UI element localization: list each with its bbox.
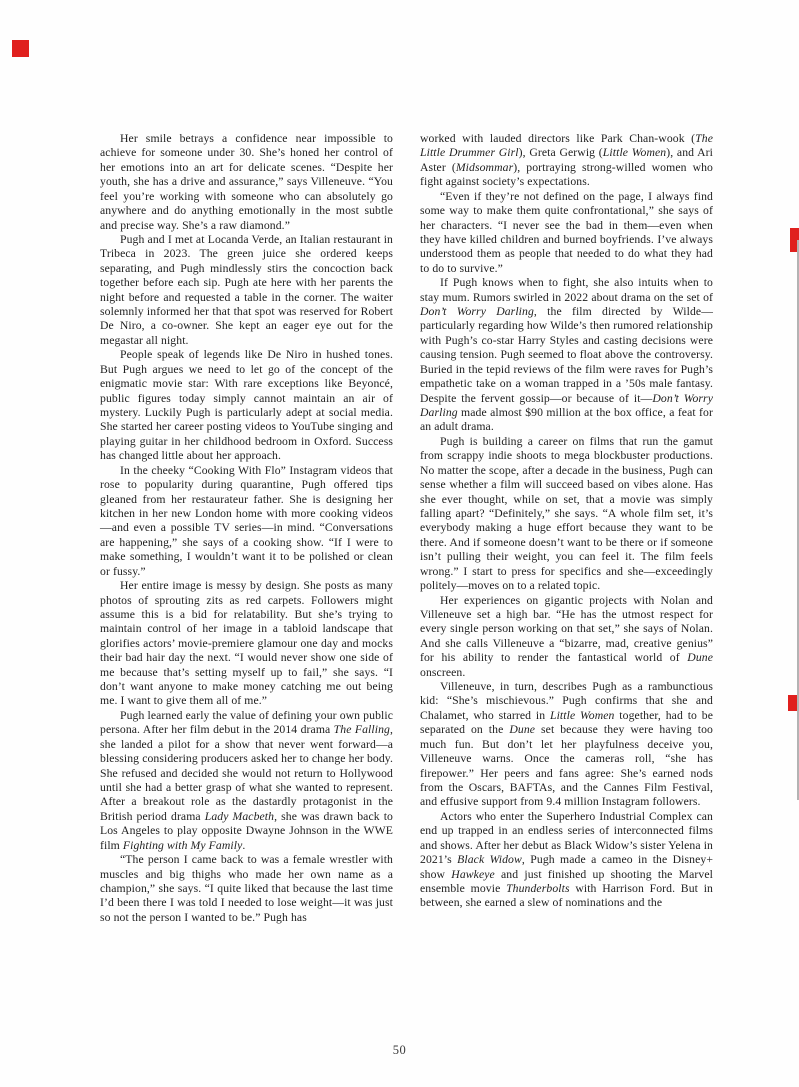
article-paragraph [420,435,713,594]
body-text: . [242,838,246,852]
body-text: ), portraying strong-willed women who fight against society’s expectations. [420,160,713,189]
italic-title-text: Hawkeye [451,867,495,881]
article-paragraph [100,233,393,348]
body-text: People speak of legends like De Niro in hushed tones. But Pugh argues we need to let go of the concept of the enigmatic movie star: With rare exceptions like Beyoncé, public figures today simply cannot maintain an air of mystery. Luckily Pugh is particularly adept at social media. She started her career posting videos to YouTube singing and playing guitar in her childhood bedroom in Oxford. Success has changed little about her approach. [100,348,393,463]
article-paragraph [420,810,713,911]
body-text: set because they were having too much fun. But don’t let her playfulness deceive you, Villeneuve warns. Once the cameras roll, “she has firepower.” Her peers and fans agree: She’s earned nods from the Oscars, BAFTAs, and the Cannes Film Festival, and effusive support from 9.4 million Instagram followers. [420,723,713,809]
article-column-left [100,132,393,925]
article-paragraph [100,464,393,579]
body-text: made almost $90 million at the box office, a feat for an adult drama. [420,406,713,434]
body-text: together, had to be separated on the [420,708,713,737]
registration-mark-top-left [12,40,29,57]
body-text: Her entire image is messy by design. She posts as many photos of sprouting zits as red carpets. Followers might assume this is a bid for relatability. But she’s trying to maintain control of her image in a tabloid landscape that glorifies actors’ movie-premiere glamour one day and mocks their bad hair day the next. “I would never show one side of me because that’s setting myself up to fail,” she says. “I don’t want anyone to make money catching me out being me. I want to give them all of me.” [100,579,393,708]
body-text: In the cheeky “Cooking With Flo” Instagram videos that rose to popularity during quarantine, Pugh offered tips gleaned from her restaurateur father. She is designing her kitchen in her new London home with more cooking videos—and even a possible TV series—in mind. “Conversations are happening,” she says of a cooking show. “If I were to make something, I wouldn’t want it to be polished or clean or fussy.” [100,463,393,578]
italic-title-text: Fighting with My Family [122,838,243,852]
article-paragraph [100,132,393,233]
body-text: , the film directed by Wilde—particularly regarding how Wilde’s then rumored relationship with Pugh’s co-star Harry Styles and casting decisions were causing tension. Pugh seemed to float above the controversy. Buried in the tepid reviews of the film were raves for Pugh’s empathetic take on a woman trapped in a ’50s male fantasy. Despite the fervent gossip—or because of it— [420,305,713,405]
italic-title-text: Thunderbolts [506,881,570,895]
body-text: , Pugh made a cameo in the Disney+ show [420,853,714,881]
article-paragraph [100,579,393,709]
italic-title-text: Don’t Worry Darling [420,391,713,420]
body-text: Pugh is building a career on films that run the gamut from scrappy indie shoots to mega blockbuster productions. No matter the scope, after a decade in the business, Pugh can sense whether a film will succeed based on vibes alone. Has she ever thought, while on set, that a movie was simply falling apart? “Definitely,” she says. “A whole film set, it’s everybody making a huge effort because they want to be there. And if someone doesn’t want to be there or if someone isn’t pulling their weight, you can feel it. The film feels wrong.” I start to press for specifics and she—exceedingly politely—moves on to a related topic. [420,434,713,593]
article-paragraph [420,132,713,190]
italic-title-text: Dune [509,723,536,737]
body-text: onscreen. [420,665,466,679]
article-paragraph [420,594,713,681]
italic-title-text: Little Women [549,708,615,722]
body-text: Actors who enter the Superhero Industrial Complex can end up trapped in an endless series of interconnected films and shows. After her debut as Black Widow’s sister Yelena in 2021’s [420,809,713,867]
body-text: ), Greta Gerwig ( [518,146,603,160]
italic-title-text: Midsommar [455,160,514,174]
body-text: , she was drawn back to Los Angeles to play opposite Dwayne Johnson in the WWE film [100,809,394,852]
body-text: Her smile betrays a confidence near impossible to achieve for someone under 30. She’s honed her control of her emotions into an art for delicate scenes. “Despite her youth, she has a drive and assurance,” says Villeneuve. “You feel you’re working with someone who can absolutely go anywhere and do anything emotionally in the most subtle and precise way. She’s a raw diamond.” [100,132,393,232]
article-paragraph [420,190,713,277]
body-text: “The person I came back to was a female wrestler with muscles and big thighs who made her own name as a champion,” she says. “I quite liked that because the last time I’d been there I was told I needed to lose weight—it was just so not the person I wanted to be.” Pugh has [100,853,393,924]
italic-title-text: Don’t Worry Darling [420,305,534,319]
body-text: , she landed a pilot for a show that never went forward—a blessing considering producers asked her to change her body. She refused and decided she would not return to Hollywood until she had a better grasp of what she wanted to represent. After a breakout role as the dastardly protagonist in the British period drama [100,723,393,823]
italic-title-text: Dune [687,651,713,665]
body-text: worked with lauded directors like Park Chan-wook ( [420,132,696,145]
article-paragraph [420,276,713,435]
body-text: Her experiences on gigantic projects with Nolan and Villeneuve set a high bar. “He has the utmost respect for every single person working on that set,” she says of Nolan. And she calls Villeneuve a “bizarre, mad, creative genius” for his ability to render the fantastical world of [420,593,713,665]
article-paragraph [100,348,393,463]
article-paragraph [100,709,393,853]
body-text: and just finished up shooting the Marvel ensemble movie [420,867,713,895]
italic-title-text: Lady Macbeth [204,809,275,823]
page-number: 50 [392,1043,407,1057]
body-text: ), and Ari Aster ( [420,146,714,174]
article-paragraph [100,853,393,925]
body-text: “Even if they’re not defined on the page, I always find some way to make them quite confrontational,” she says of her characters. “I never see the bad in them—even when they have killed children and burned boyfriends. I’ve always understood them as people that needed to do what they had to do to survive.” [420,189,713,275]
article-column-right [420,132,713,911]
italic-title-text: Little Women [602,146,667,160]
body-text: Pugh and I met at Locanda Verde, an Italian restaurant in Tribeca in 2023. The green juice she ordered keeps separating, and Pugh mindlessly stirs the concoction back together before each sip. Pugh ate here with her parents the night before and requested a table in the corner. The waiter solemnly informed her that that spot was reserved for Robert De Niro, a co-owner. She kept an eager eye out for the megastar all night. [100,232,393,347]
italic-title-text: The Little Drummer Girl [420,132,713,160]
body-text: with Harrison Ford. But in between, she earned a slew of nominations and the [420,881,713,910]
italic-title-text: Black Widow [457,853,522,867]
body-text: Villeneuve, in turn, describes Pugh as a rambunctious kid: “She’s mischievous.” Pugh confirms that she and Chalamet, who starred in [420,680,713,722]
article-paragraph [420,680,713,810]
body-text: Pugh learned early the value of defining your own public persona. After her film debut in the 2014 drama [100,708,393,737]
body-text: If Pugh knows when to fight, she also intuits when to stay mum. Rumors swirled in 2022 about drama on the set of [420,276,713,304]
italic-title-text: The Falling [333,723,390,737]
